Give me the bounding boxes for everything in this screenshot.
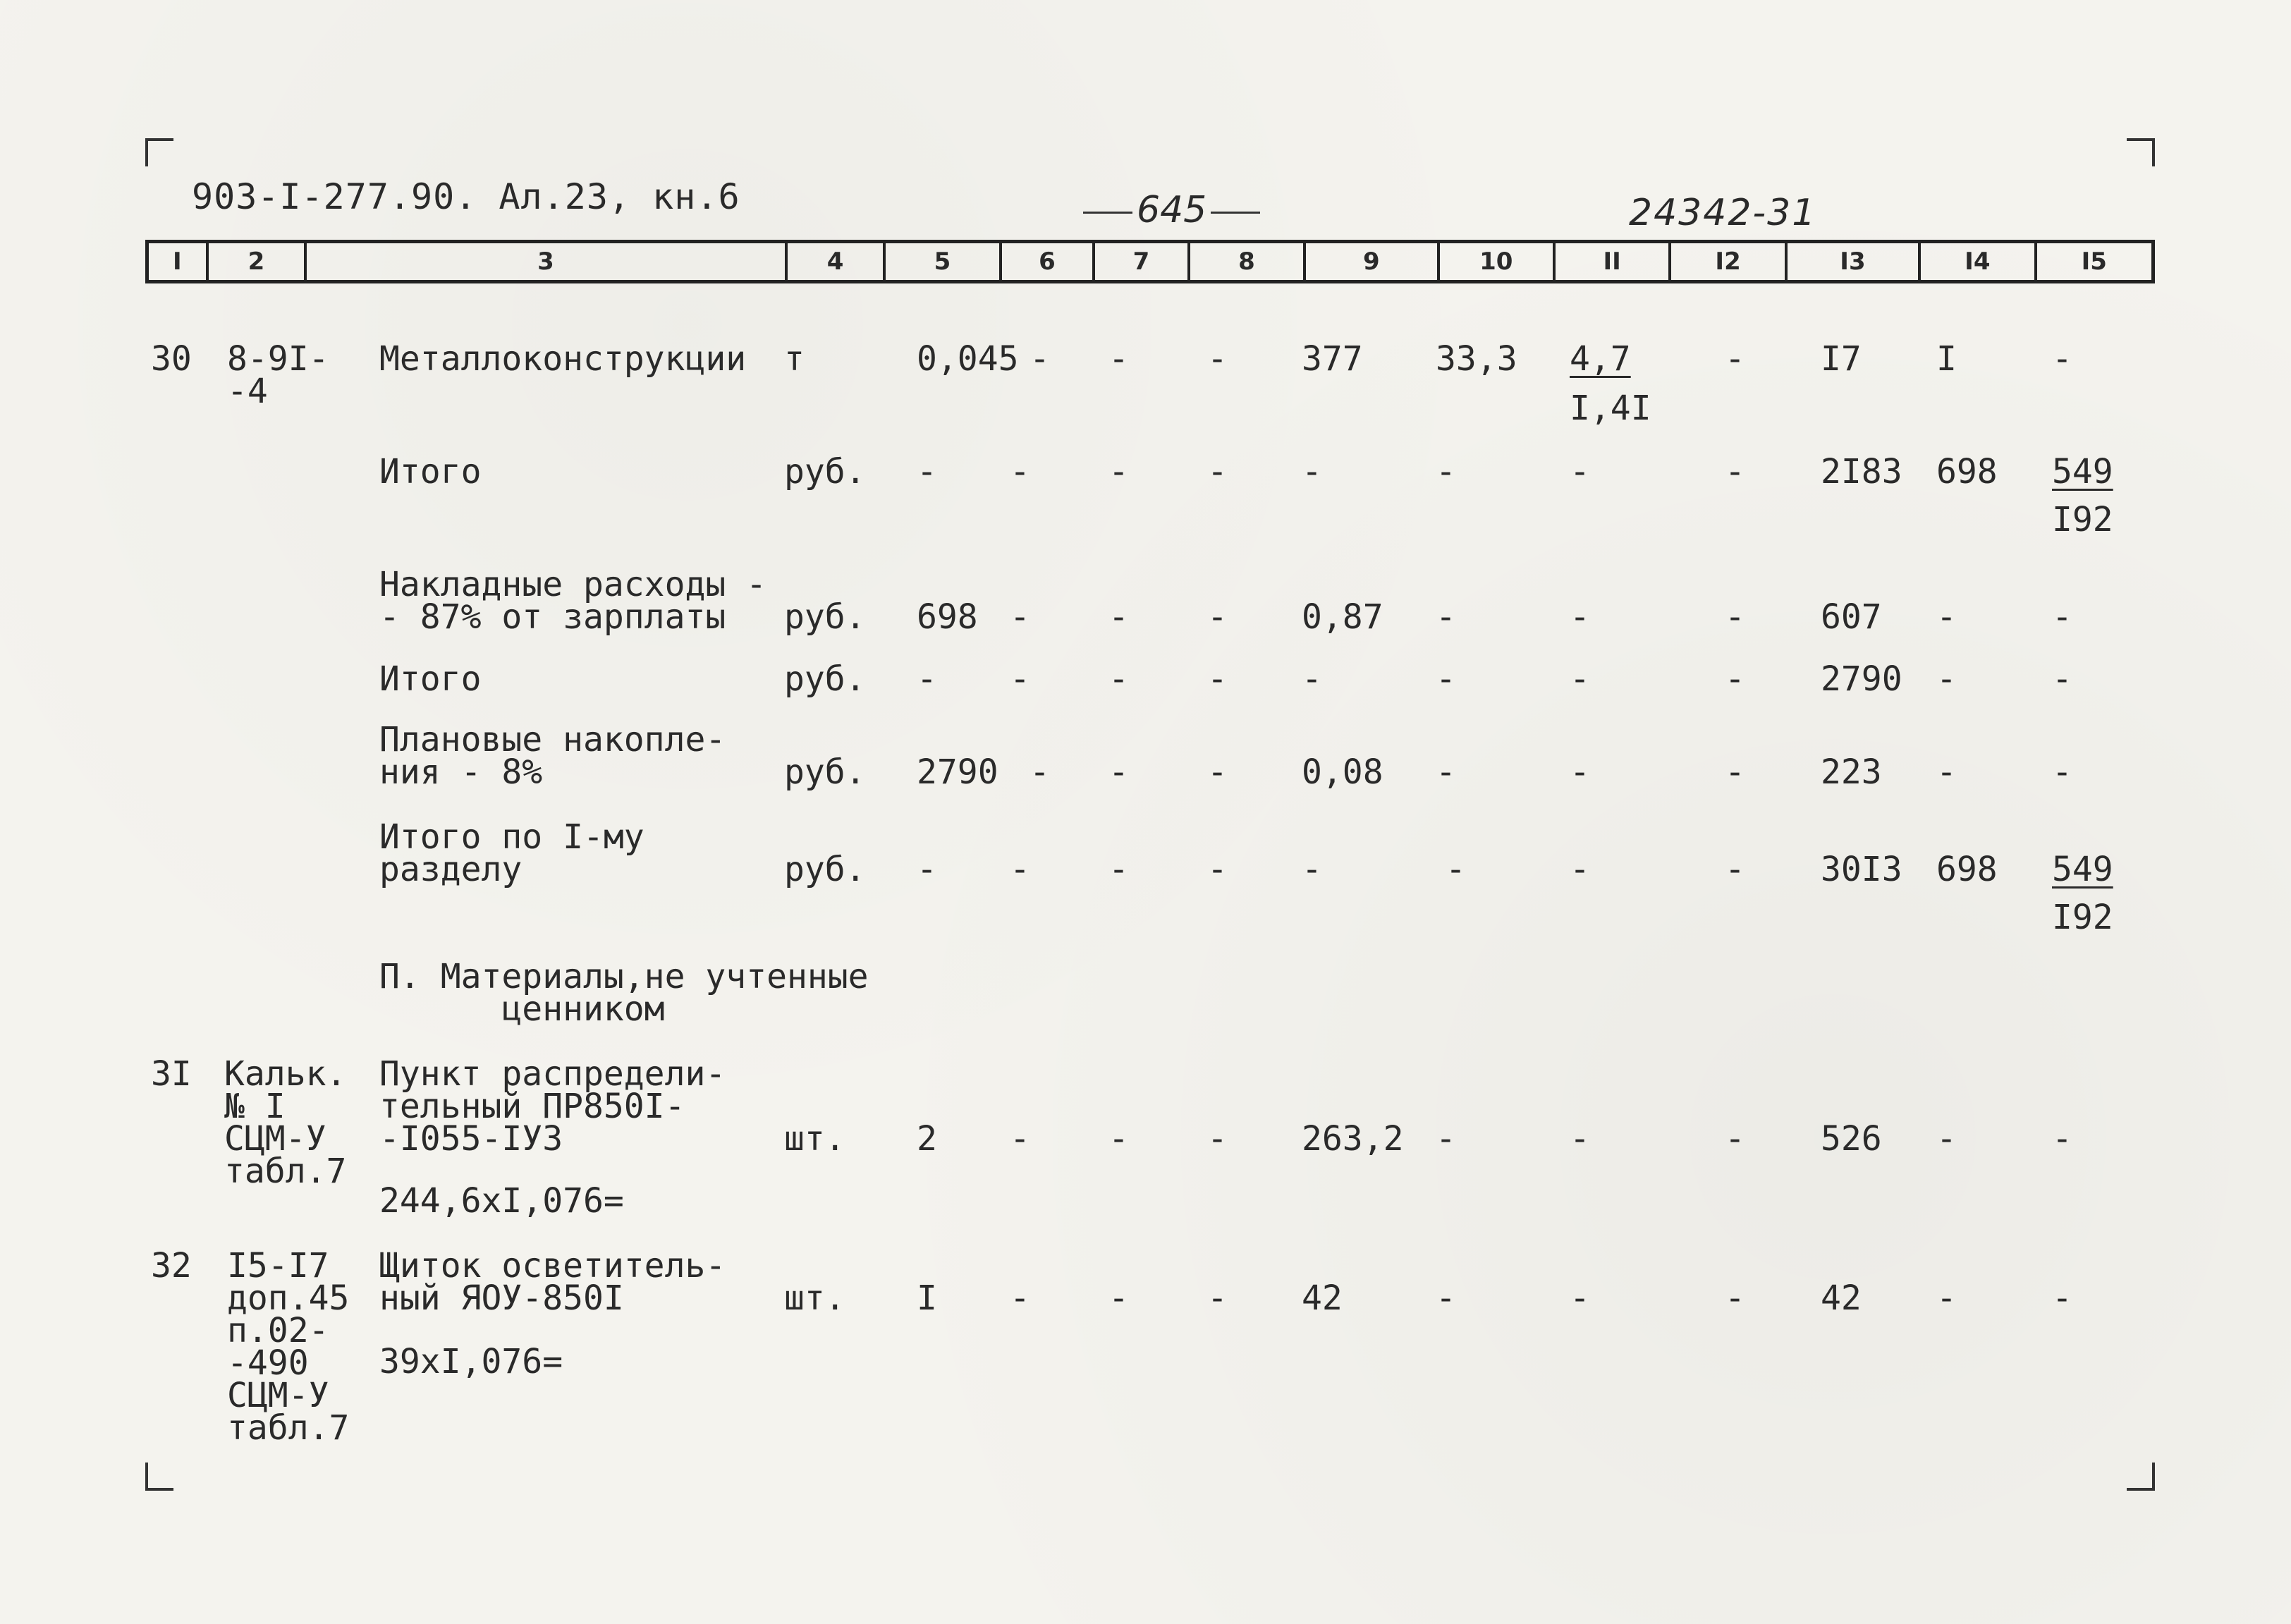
nakladnye-c13: 607 xyxy=(1821,597,1882,637)
row-32-unit: шт. xyxy=(784,1278,845,1318)
itogo-razdel-c15-top: 549 xyxy=(2052,850,2113,889)
row-30-c11-top: 4,7 xyxy=(1570,339,1631,379)
row-32-c15: - xyxy=(2052,1278,2072,1318)
itogo-razdel-unit: руб. xyxy=(784,850,866,889)
itogo-razdel-c9: - xyxy=(1302,850,1322,889)
itogo-razdel-c12: - xyxy=(1725,850,1745,889)
itogo2-c7: - xyxy=(1108,659,1129,699)
nakladnye-c8: - xyxy=(1207,597,1228,637)
row-30-name: Металлоконструкции xyxy=(379,339,747,379)
planovye-c5: 2790 xyxy=(917,752,998,792)
row-31-c11: - xyxy=(1570,1119,1590,1159)
itogo1-c9: - xyxy=(1302,452,1322,492)
row-31-num: 3I xyxy=(151,1054,192,1094)
nakladnye-c9: 0,87 xyxy=(1302,597,1383,637)
row-31-c15: - xyxy=(2052,1119,2072,1159)
row-31-formula: 244,6хI,076= xyxy=(379,1181,624,1221)
row-31-c10: - xyxy=(1436,1119,1456,1159)
itogo-razdel-c7: - xyxy=(1108,850,1129,889)
corner-mark-bottom-right xyxy=(2127,1463,2155,1491)
col-header-7: 7 xyxy=(1095,243,1190,280)
nakladnye-c14: - xyxy=(1936,597,1957,637)
planovye-c6: - xyxy=(1030,752,1050,792)
nakladnye-unit: руб. xyxy=(784,597,866,637)
col-header-4: 4 xyxy=(788,243,886,280)
page-number: 645 xyxy=(1079,189,1264,231)
itogo1-c15-bottom: I92 xyxy=(2052,500,2113,539)
nakladnye-c11: - xyxy=(1570,597,1590,637)
itogo-razdel-c11: - xyxy=(1570,850,1590,889)
nakladnye-c10: - xyxy=(1436,597,1456,637)
planovye-c15: - xyxy=(2052,752,2072,792)
itogo-razdel-c5: - xyxy=(917,850,937,889)
column-header-row xyxy=(145,240,2155,283)
row-30-c5: 0,045 xyxy=(917,339,1019,379)
col-header-5: 5 xyxy=(886,243,1001,280)
planovye-unit: руб. xyxy=(784,752,866,792)
row-32-c7: - xyxy=(1108,1278,1129,1318)
row-31-c12: - xyxy=(1725,1119,1745,1159)
row-30-c14: I xyxy=(1936,339,1957,379)
row-31-unit: шт. xyxy=(784,1119,845,1159)
row-30-c11-bottom: I,4I xyxy=(1570,389,1651,428)
planovye-name: Плановые накопле- ния - 8% xyxy=(379,720,726,792)
planovye-c11: - xyxy=(1570,752,1590,792)
itogo-razdel-c10: - xyxy=(1446,850,1466,889)
nakladnye-c15: - xyxy=(2052,597,2072,637)
itogo1-c5: - xyxy=(917,452,937,492)
col-header-12: I2 xyxy=(1671,243,1787,280)
itogo2-c8: - xyxy=(1207,659,1228,699)
nakladnye-c5: 698 xyxy=(917,597,978,637)
corner-mark-top-left xyxy=(145,138,173,166)
row-30-code: 8-9I- -4 xyxy=(227,339,329,411)
col-header-10: 10 xyxy=(1440,243,1556,280)
nakladnye-c12: - xyxy=(1725,597,1745,637)
col-header-9: 9 xyxy=(1306,243,1439,280)
itogo2-c13: 2790 xyxy=(1821,659,1902,699)
itogo2-c6: - xyxy=(1010,659,1030,699)
col-header-6: 6 xyxy=(1002,243,1096,280)
col-header-2: 2 xyxy=(209,243,307,280)
row-30-unit: т xyxy=(784,339,805,379)
nakladnye-c6: - xyxy=(1010,597,1030,637)
row-32-c14: - xyxy=(1936,1278,1957,1318)
itogo1-c12: - xyxy=(1725,452,1745,492)
row-31-c8: - xyxy=(1207,1119,1228,1159)
corner-mark-top-right xyxy=(2127,138,2155,166)
itogo2-unit: руб. xyxy=(784,659,866,699)
col-header-13: I3 xyxy=(1788,243,1921,280)
row-31-name: Пункт распредели- тельный ПР850I- -I055-IУЗ xyxy=(379,1054,726,1159)
planovye-c9: 0,08 xyxy=(1302,752,1383,792)
itogo1-c11: - xyxy=(1570,452,1590,492)
itogo2-c5: - xyxy=(917,659,937,699)
itogo-razdel-c13: 30I3 xyxy=(1821,850,1902,889)
itogo1-c6: - xyxy=(1010,452,1030,492)
planovye-c14: - xyxy=(1936,752,1957,792)
row-30-c12: - xyxy=(1725,339,1745,379)
nakladnye-c7: - xyxy=(1108,597,1129,637)
row-32-num: 32 xyxy=(151,1246,192,1286)
row-31-c13: 526 xyxy=(1821,1119,1882,1159)
row-30-c6: - xyxy=(1030,339,1050,379)
itogo-razdel-name: Итого по I-му разделу xyxy=(379,817,644,889)
row-30-c15: - xyxy=(2052,339,2072,379)
col-header-15: I5 xyxy=(2081,248,2107,276)
row-30-num: 30 xyxy=(151,339,192,379)
section-2-title: П. Материалы,не учтенные ценником xyxy=(379,957,869,1029)
row-32-c6: - xyxy=(1010,1278,1030,1318)
itogo-razdel-c14: 698 xyxy=(1936,850,1998,889)
row-32-c11: - xyxy=(1570,1278,1590,1318)
row-32-c12: - xyxy=(1725,1278,1745,1318)
row-30-c8: - xyxy=(1207,339,1228,379)
itogo2-c15: - xyxy=(2052,659,2072,699)
row-32-code: I5-I7 доп.45 п.02- -490 СЦМ-У табл.7 xyxy=(227,1246,350,1448)
col-header-1: I xyxy=(149,243,209,280)
row-32-c8: - xyxy=(1207,1278,1228,1318)
planovye-c12: - xyxy=(1725,752,1745,792)
itogo2-c10: - xyxy=(1436,659,1456,699)
itogo-razdel-c8: - xyxy=(1207,850,1228,889)
col-header-3: 3 xyxy=(307,243,788,280)
row-31-c5: 2 xyxy=(917,1119,937,1159)
itogo2-c9: - xyxy=(1302,659,1322,699)
itogo2-c11: - xyxy=(1570,659,1590,699)
row-31-c9: 263,2 xyxy=(1302,1119,1404,1159)
itogo1-c15-top: 549 xyxy=(2052,452,2113,492)
itogo1-c8: - xyxy=(1207,452,1228,492)
row-30-c13: I7 xyxy=(1821,339,1862,379)
planovye-c10: - xyxy=(1436,752,1456,792)
row-30-c9: 377 xyxy=(1302,339,1363,379)
row-32-c13: 42 xyxy=(1821,1278,1862,1318)
col-header-8: 8 xyxy=(1190,243,1306,280)
itogo2-c12: - xyxy=(1725,659,1745,699)
row-31-c7: - xyxy=(1108,1119,1129,1159)
itogo-razdel-c15-bottom: I92 xyxy=(2052,898,2113,937)
itogo1-name: Итого xyxy=(379,452,482,492)
itogo2-c14: - xyxy=(1936,659,1957,699)
itogo-razdel-c6: - xyxy=(1010,850,1030,889)
itogo1-c10: - xyxy=(1436,452,1456,492)
itogo1-c7: - xyxy=(1108,452,1129,492)
col-header-14: I4 xyxy=(1921,243,2036,280)
itogo1-c13: 2I83 xyxy=(1821,452,1902,492)
nakladnye-name: Накладные расходы - - 87% от зарплаты xyxy=(379,565,767,637)
itogo1-unit: руб. xyxy=(784,452,866,492)
planovye-c8: - xyxy=(1207,752,1228,792)
itogo2-name: Итого xyxy=(379,659,482,699)
col-header-11: II xyxy=(1556,243,1671,280)
row-32-c5: I xyxy=(917,1278,937,1318)
document-code: 903-I-277.90. Ал.23, кн.6 xyxy=(192,176,740,217)
row-31-code: Кальк. № I СЦМ-У табл.7 xyxy=(224,1054,347,1191)
row-30-c10: 33,3 xyxy=(1436,339,1517,379)
row-30-c7: - xyxy=(1108,339,1129,379)
row-31-c6: - xyxy=(1010,1119,1030,1159)
row-31-c14: - xyxy=(1936,1119,1957,1159)
itogo1-c14: 698 xyxy=(1936,452,1998,492)
planovye-c13: 223 xyxy=(1821,752,1882,792)
corner-mark-bottom-left xyxy=(145,1463,173,1491)
row-32-c10: - xyxy=(1436,1278,1456,1318)
row-32-formula: 39хI,076= xyxy=(379,1342,563,1381)
row-32-name: Щиток осветитель- ный ЯОУ-850I xyxy=(379,1246,726,1318)
planovye-c7: - xyxy=(1108,752,1129,792)
document-number: 24342-31 xyxy=(1629,192,1817,234)
row-32-c9: 42 xyxy=(1302,1278,1343,1318)
